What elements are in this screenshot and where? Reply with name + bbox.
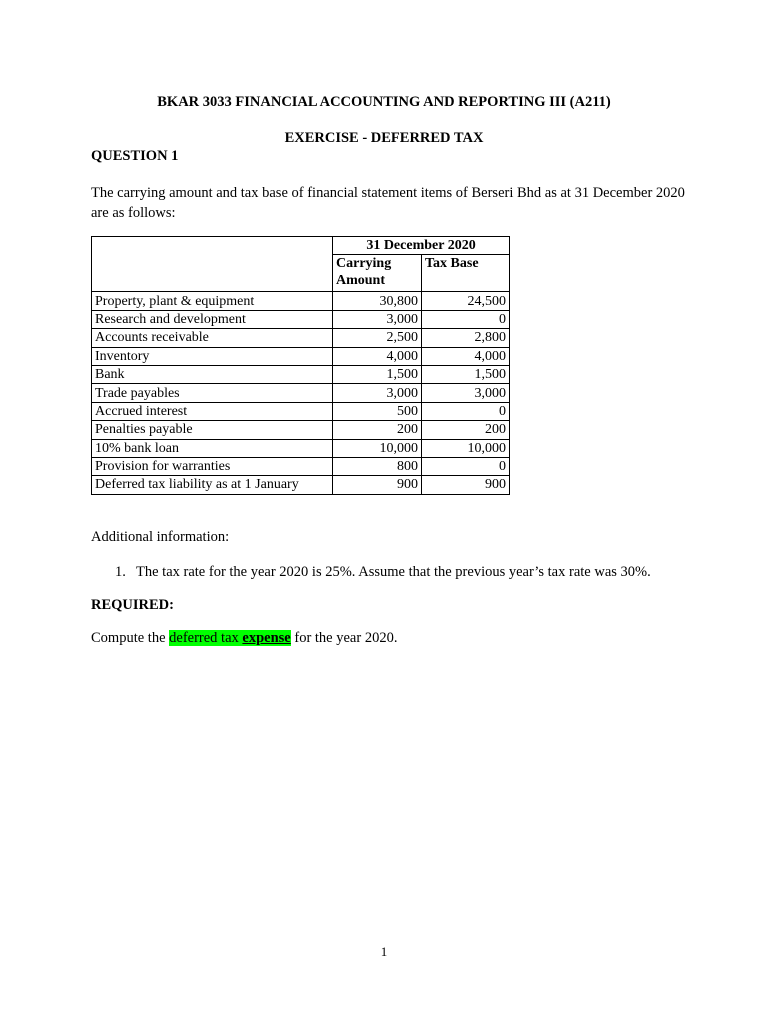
row-tax-base: 0 — [422, 457, 510, 475]
row-item-label: 10% bank loan — [92, 439, 333, 457]
table-row — [92, 347, 510, 365]
header-empty-cell — [92, 237, 333, 292]
course-title: BKAR 3033 FINANCIAL ACCOUNTING AND REPORTING III (A211) — [157, 94, 611, 110]
table-row — [92, 476, 510, 494]
row-item-label: Provision for warranties — [92, 457, 333, 475]
highlighted-phrase — [169, 630, 291, 646]
row-tax-base: 0 — [422, 310, 510, 328]
table-row — [92, 439, 510, 457]
row-carrying-amount: 2,500 — [333, 329, 422, 347]
table-header-row — [92, 237, 510, 255]
tax-base-header: Tax Base — [422, 255, 510, 292]
row-carrying-amount: 3,000 — [333, 310, 422, 328]
row-carrying-amount: 900 — [333, 476, 422, 494]
required-instruction — [91, 630, 397, 647]
instruction-prefix: Compute the — [91, 630, 170, 646]
row-tax-base: 3,000 — [422, 384, 510, 402]
row-item-label: Research and development — [92, 310, 333, 328]
intro-paragraph: The carrying amount and tax base of financial statement items of Berseri Bhd as at 31 December 2020 are as follows: — [91, 185, 685, 221]
question-title: QUESTION 1 — [91, 148, 179, 164]
row-carrying-amount: 800 — [333, 457, 422, 475]
page-number: 1 — [380, 944, 388, 959]
carrying-amount-header: Carrying Amount — [333, 255, 422, 292]
table-row — [92, 421, 510, 439]
table-row — [92, 292, 510, 310]
row-item-label: Inventory — [92, 347, 333, 365]
row-item-label: Trade payables — [92, 384, 333, 402]
row-item-label: Penalties payable — [92, 421, 333, 439]
date-header: 31 December 2020 — [333, 237, 510, 255]
instruction-suffix: for the year 2020. — [290, 630, 398, 646]
table-row — [92, 310, 510, 328]
row-tax-base: 200 — [422, 421, 510, 439]
row-carrying-amount: 500 — [333, 402, 422, 420]
row-item-label: Accounts receivable — [92, 329, 333, 347]
exercise-title: EXERCISE - DEFERRED TAX — [284, 130, 484, 146]
highlight-bold: expense — [242, 630, 291, 646]
row-tax-base: 0 — [422, 402, 510, 420]
additional-info-heading: Additional information: — [91, 529, 230, 545]
list-number: 1. — [115, 564, 126, 580]
row-item-label: Bank — [92, 365, 333, 383]
table-row — [92, 457, 510, 475]
row-tax-base: 4,000 — [422, 347, 510, 365]
required-heading: REQUIRED: — [91, 597, 174, 613]
row-carrying-amount: 4,000 — [333, 347, 422, 365]
row-carrying-amount: 3,000 — [333, 384, 422, 402]
table-row — [92, 384, 510, 402]
table-row — [92, 365, 510, 383]
row-tax-base: 10,000 — [422, 439, 510, 457]
row-carrying-amount: 1,500 — [333, 365, 422, 383]
table-row — [92, 329, 510, 347]
row-item-label: Accrued interest — [92, 402, 333, 420]
row-carrying-amount: 10,000 — [333, 439, 422, 457]
row-tax-base: 1,500 — [422, 365, 510, 383]
list-text: The tax rate for the year 2020 is 25%. Assume that the previous year’s tax rate was 30%. — [136, 564, 651, 580]
row-tax-base: 900 — [422, 476, 510, 494]
row-tax-base: 24,500 — [422, 292, 510, 310]
row-tax-base: 2,800 — [422, 329, 510, 347]
additional-info-item — [115, 564, 651, 581]
highlight-plain: deferred tax — [169, 630, 243, 646]
row-item-label: Property, plant & equipment — [92, 292, 333, 310]
row-carrying-amount: 30,800 — [333, 292, 422, 310]
row-item-label: Deferred tax liability as at 1 January — [92, 476, 333, 494]
table-row — [92, 402, 510, 420]
row-carrying-amount: 200 — [333, 421, 422, 439]
deferred-tax-table — [91, 236, 510, 495]
